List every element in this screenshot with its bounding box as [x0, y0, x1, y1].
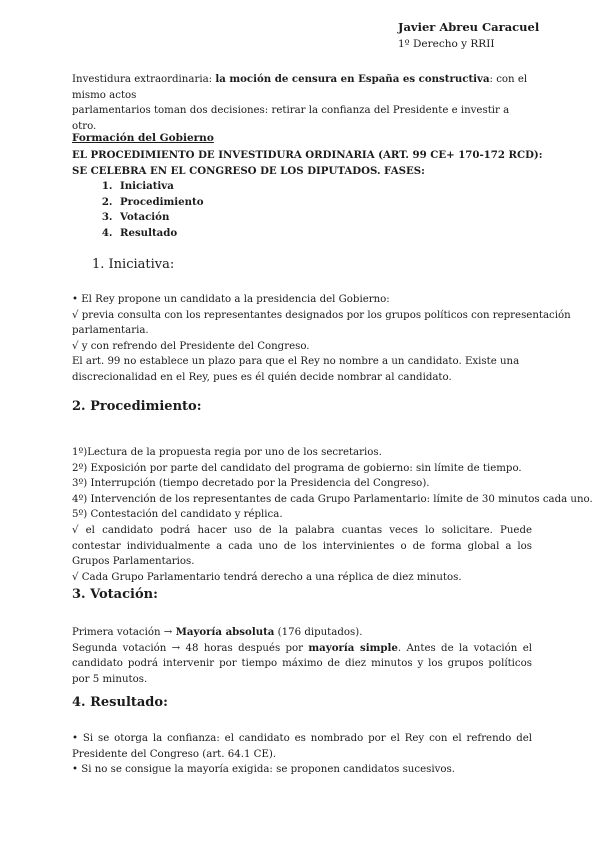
iniciativa-line: discrecionalidad en el Rey, pues es él quién decide nombrar al candidato. — [72, 371, 452, 383]
votacion-second-c: . Antes de la votación el candidato podrá intervenir por tiempo máximo de diez minutos y los grupos políticos por 5 minutos. — [72, 642, 532, 685]
phases-list — [72, 179, 204, 241]
votacion-body — [72, 625, 532, 687]
procedimiento-step: 5º) Contestación del candidato y réplica. — [72, 509, 283, 521]
intro-highlight: la moción de censura en España es constructiva — [215, 73, 490, 85]
resultado-para2: • Si no se consigue la mayoría exigida: se proponen candidatos sucesivos. — [72, 764, 455, 776]
procedimiento-body — [72, 445, 593, 585]
votacion-second-a: Segunda votación → 48 horas después por — [72, 642, 309, 654]
procedimiento-step: 1º)Lectura de la propuesta regia por uno de los secretarios. — [72, 447, 382, 458]
intro-lead: Investidura extraordinaria: — [72, 74, 213, 85]
formation-title: Formación del Gobierno — [72, 132, 214, 144]
phase-item: 1. Iniciativa — [116, 179, 204, 195]
iniciativa-line: parlamentaria. — [72, 325, 149, 337]
votacion-heading: 3. Votación: — [72, 587, 158, 602]
procedimiento-para: √ el candidato podrá hacer uso de la palabra cuantas veces lo solicitare. Puede contestar individualmente a cada uno de los intervinientes o de forma global a los Grupos Parlamentarios. — [72, 524, 532, 568]
resultado-heading: 4. Resultado: — [72, 695, 168, 710]
iniciativa-line: √ previa consulta con los representantes designados por los grupos políticos con representación — [72, 309, 571, 321]
intro-rest: : con el mismo actos — [72, 74, 528, 101]
resultado-para1: • Si se otorga la confianza: el candidato es nombrado por el Rey con el refrendo del Presidente del Congreso (art. 64.1 CE). — [72, 733, 532, 760]
intro-paragraph — [72, 72, 532, 134]
course-label: 1º Derecho y RRII — [398, 38, 495, 50]
iniciativa-line: El art. 99 no establece un plazo para que el Rey no nombre a un candidato. Existe una — [72, 356, 520, 368]
votacion-first-a: Primera votación → — [72, 627, 176, 638]
iniciativa-line: • El Rey propone un candidato a la presidencia del Gobierno: — [72, 294, 390, 305]
votacion-second-b: mayoría simple — [308, 641, 398, 654]
procedimiento-step: 3º) Interrupción (tiempo decretado por la Presidencia del Congreso). — [72, 478, 430, 490]
procedimiento-heading: 2. Procedimiento: — [72, 399, 202, 414]
votacion-first-b: Mayoría absoluta — [175, 626, 275, 638]
procedimiento-step: 4º) Intervención de los representantes de cada Grupo Parlamentario: límite de 30 minutos cada uno. — [72, 493, 593, 505]
author-name: Javier Abreu Caracuel — [398, 20, 540, 34]
intro-line2: parlamentarios toman dos decisiones: retirar la confianza del Presidente e investir a otro. — [72, 105, 510, 132]
iniciativa-body — [72, 292, 571, 386]
votacion-first-c: (176 diputados). — [274, 627, 363, 638]
phase-item: 2. Procedimiento — [116, 195, 204, 211]
procedimiento-step: 2º) Exposición por parte del candidato del programa de gobierno: sin límite de tiempo. — [72, 462, 522, 474]
procedimiento-last: √ Cada Grupo Parlamentario tendrá derecho a una réplica de diez minutos. — [72, 571, 462, 583]
resultado-body — [72, 731, 532, 778]
phase-item: 4. Resultado — [116, 226, 204, 242]
formation-line2: SE CELEBRA EN EL CONGRESO DE LOS DIPUTADOS. FASES: — [72, 165, 425, 177]
iniciativa-line: √ y con refrendo del Presidente del Congreso. — [72, 340, 310, 352]
iniciativa-heading: 1. Iniciativa: — [92, 257, 175, 272]
phase-item: 3. Votación — [116, 210, 204, 226]
formation-line1: EL PROCEDIMIENTO DE INVESTIDURA ORDINARIA (ART. 99 CE+ 170-172 RCD): — [72, 149, 543, 161]
